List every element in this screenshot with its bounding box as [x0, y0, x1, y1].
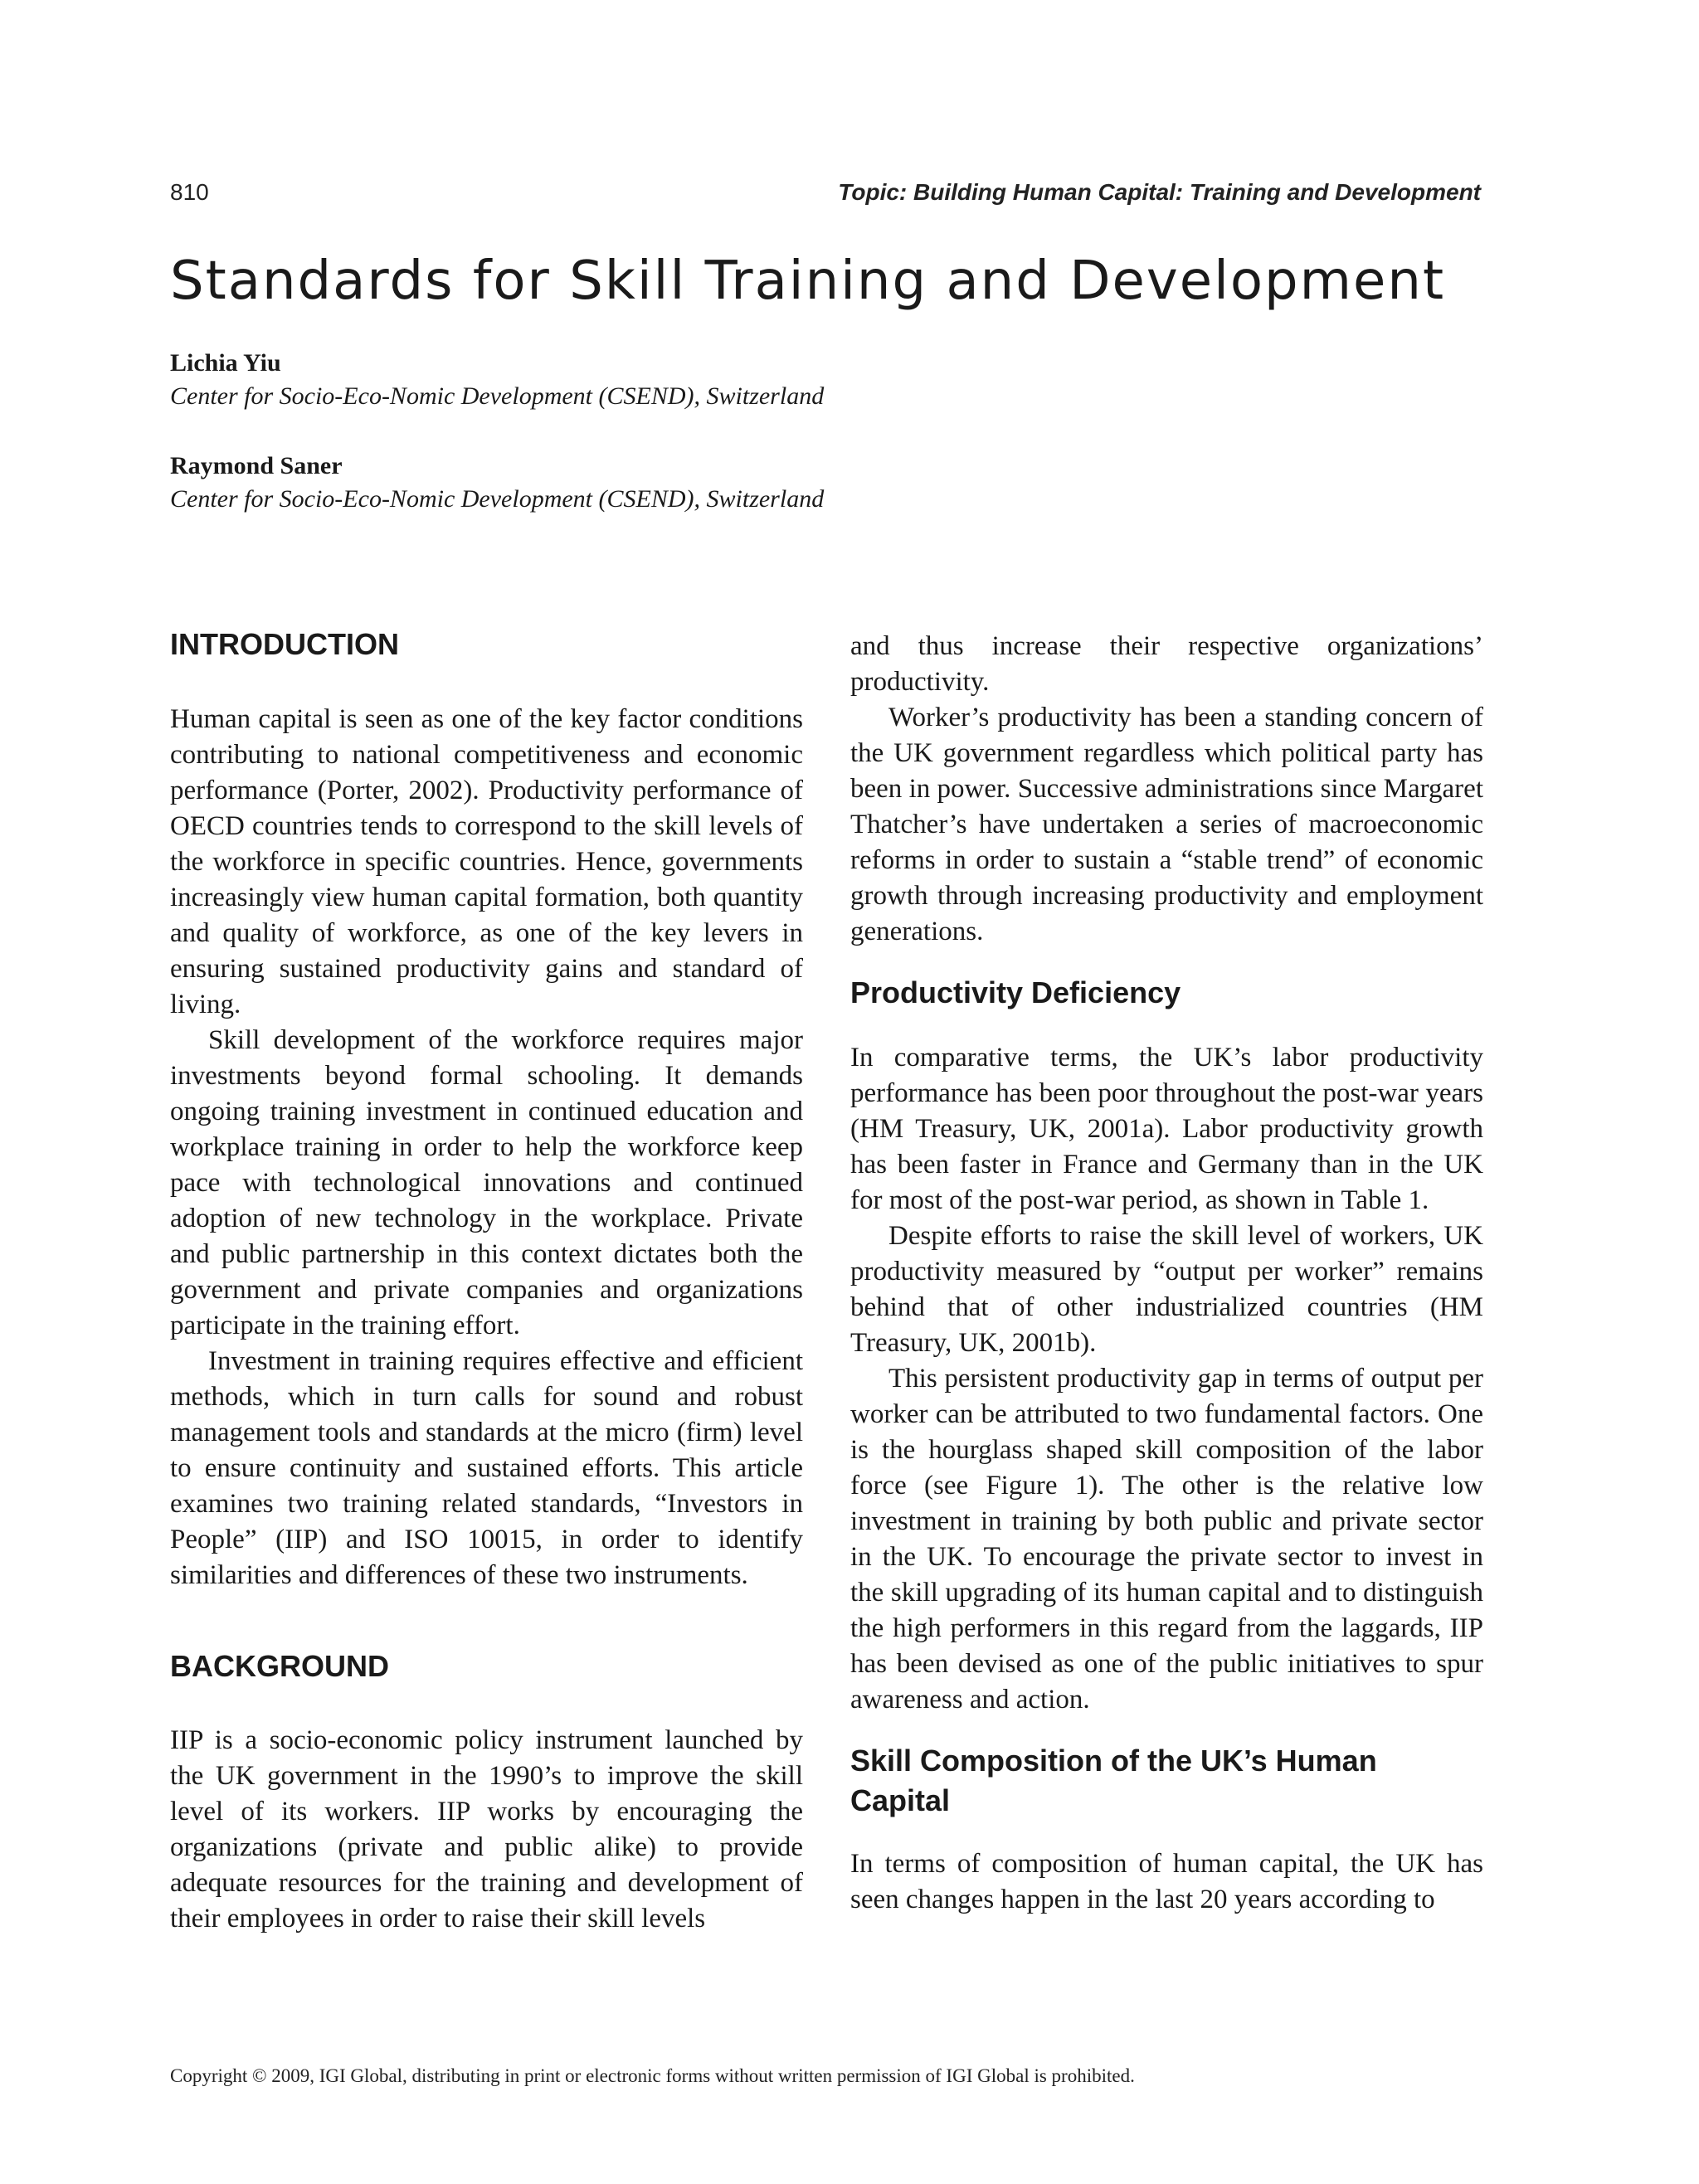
paragraph: Investment in training requires effective and efficient methods, which in turn calls for sound and robust management tools and standards at the micro (firm) level to ensure continuity and sustained efforts. This article examines two training related standards, “Investors in People” (IIP) and ISO 10015, in order to identify similarities and differences of these two instruments. [170, 1346, 803, 1590]
page-number: 810 [170, 179, 209, 205]
author-affiliation: Center for Socio-Eco-Nomic Development (CSEND), Switzerland [170, 382, 825, 410]
section-heading-introduction: INTRODUCTION [170, 627, 399, 661]
paragraph: Despite efforts to raise the skill level of workers, UK productivity measured by “output per worker” remains behind that of other industrialized countries (HM Treasury, UK, 2001b). [850, 1221, 1483, 1358]
subsection-heading-productivity-deficiency: Productivity Deficiency [850, 975, 1181, 1009]
subsection-heading-skill-composition: Skill Composition of the UK’s Human Capital [850, 1744, 1377, 1817]
author-block-2 [170, 450, 824, 516]
left-column [170, 626, 803, 1937]
paragraph: This persistent productivity gap in terms of output per worker can be attributed to two fundamental factors. One is the hourglass shaped skill composition of the labor force (see Figure 1). The other is the relative low investment in training by both public and private sector in the UK. To encourage the private sector to invest in the skill upgrading of its human capital and to distinguish the high performers in this regard from the laggards, IIP has been devised as one of the public initiatives to spur awareness and action. [850, 1364, 1483, 1715]
paragraph: IIP is a socio-economic policy instrument launched by the UK government in the 1990’s to improve the skill level of its workers. IIP works by encouraging the organizations (private and public alike) to provide adequate resources for the training and development of their employees in order to raise their skill levels [170, 1725, 803, 1933]
author-affiliation: Center for Socio-Eco-Nomic Development (CSEND), Switzerland [170, 485, 825, 513]
author-name: Lichia Yiu [170, 349, 281, 377]
paragraph: Human capital is seen as one of the key factor conditions contributing to national competitiveness and economic performance (Porter, 2002). Productivity performance of OECD countries tends to correspond to the skill levels of the workforce in specific countries. Hence, governments increasingly view human capital formation, both quantity and quality of workforce, as one of the key levers in ensuring sustained productivity gains and standard of living. [170, 704, 803, 1019]
paragraph: Skill development of the workforce requires major investments beyond formal schooling. It demands ongoing training investment in continued education and workplace training in order to help the workforce keep pace with technological innovations and continued adoption of new technology in the workplace. Private and public partnership in this context dictates both the government and private companies and organizations participate in the training effort. [170, 1025, 803, 1340]
copyright-notice: Copyright © 2009, IGI Global, distributing in print or electronic forms without written permission of IGI Global is prohibited. [170, 2065, 1135, 2086]
right-column [850, 629, 1483, 1918]
paragraph: and thus increase their respective organizations’ productivity. [850, 631, 1483, 697]
paragraph: Worker’s productivity has been a standing concern of the UK government regardless which political party has been in power. Successive administrations since Margaret Thatcher’s have undertaken a series of macroeconomic reforms in order to sustain a “stable trend” of economic growth through increasing productivity and employment generations. [850, 703, 1483, 946]
article-title: Standards for Skill Training and Development [170, 251, 1446, 312]
author-name: Raymond Saner [170, 452, 343, 479]
section-heading-background: BACKGROUND [170, 1649, 389, 1683]
paragraph: In terms of composition of human capital, the UK has seen changes happen in the last 20 years according to [850, 1849, 1483, 1914]
running-head: Topic: Building Human Capital: Training and Development [838, 179, 1481, 205]
paragraph: In comparative terms, the UK’s labor productivity performance has been poor throughout the post-war years (HM Treasury, UK, 2001a). Labor productivity growth has been faster in France and Germany than in the UK for most of the post-war period, as shown in Table 1. [850, 1043, 1483, 1215]
author-block-1 [170, 347, 824, 413]
